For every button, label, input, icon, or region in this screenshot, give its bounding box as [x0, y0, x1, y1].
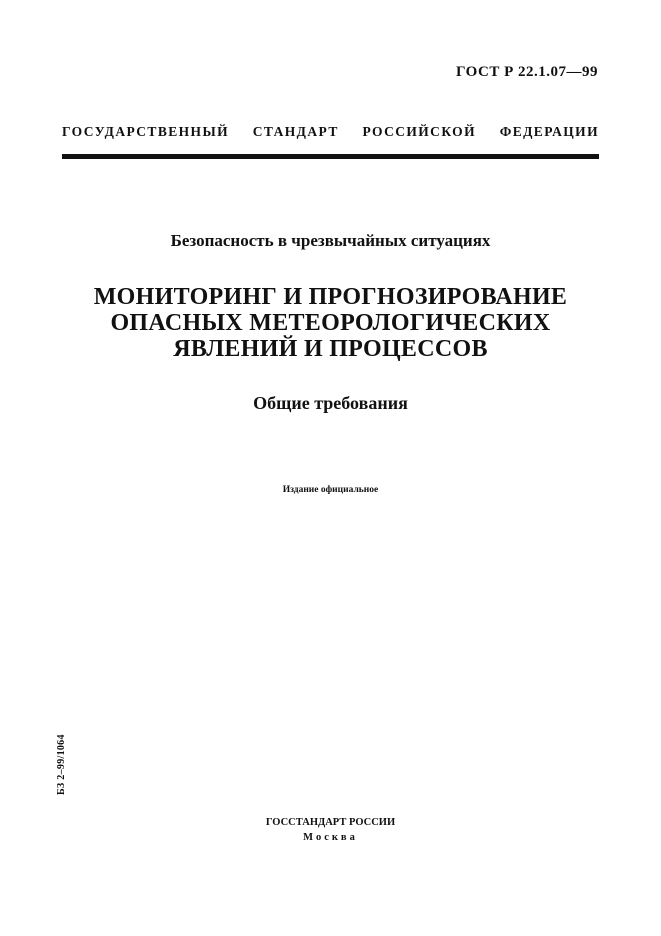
edition-note: Издание официальное — [282, 485, 379, 495]
header-divider — [62, 154, 599, 159]
header-word: ФЕДЕРАЦИИ — [499, 124, 599, 139]
header-word: СТАНДАРТ — [252, 124, 339, 139]
publisher-city: Москва — [303, 832, 358, 843]
state-standard-header — [62, 124, 599, 140]
publisher-block — [0, 815, 661, 845]
title-line: ЯВЛЕНИЙ И ПРОЦЕССОВ — [173, 336, 488, 362]
header-word: РОССИЙСКОЙ — [362, 124, 476, 139]
series-title: Безопасность в чрезвычайных ситуациях — [170, 231, 491, 250]
header-word: ГОСУДАРСТВЕННЫЙ — [62, 124, 230, 139]
publisher-name: ГОССТАНДАРТ РОССИИ — [265, 817, 396, 828]
document-title — [0, 284, 661, 362]
standard-number: ГОСТ Р 22.1.07—99 — [455, 64, 598, 80]
side-registration-code: БЗ 2–99/1064 — [56, 734, 67, 795]
title-line: ОПАСНЫХ МЕТЕОРОЛОГИЧЕСКИХ — [110, 310, 551, 336]
title-line: МОНИТОРИНГ И ПРОГНОЗИРОВАНИЕ — [93, 284, 568, 310]
document-subtitle: Общие требования — [253, 393, 408, 413]
